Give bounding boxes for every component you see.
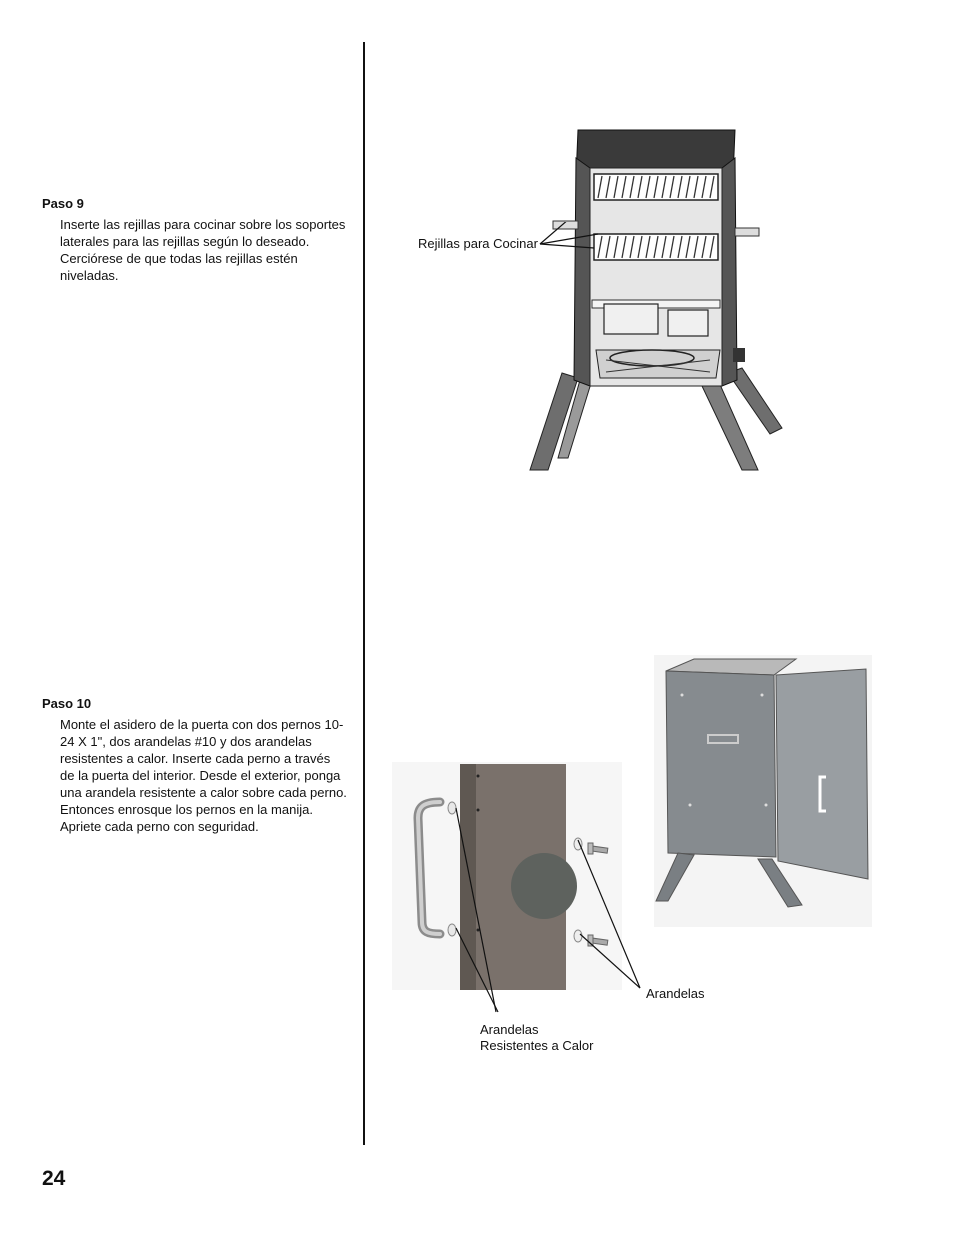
step-10-text: Monte el asidero de la puerta con dos pernos 10-24 X 1", dos arandelas #10 y dos arandelas resistentes a calor. Inserte cada perno a través de la puerta del interior. Desde el exterior, ponga una arandela resistente a calor sobre cada perno. Entonces enrosque los pernos en la manija. Apriete cada perno con seguridad.	[60, 717, 347, 834]
callout-washers: Arandelas	[646, 986, 705, 1001]
step-10	[42, 696, 347, 835]
callout-heat-washers-line2: Resistentes a Calor	[480, 1038, 594, 1053]
step-9	[42, 196, 347, 284]
callout-racks-leader-lines	[536, 222, 616, 262]
step-9-text: Inserte las rejillas para cocinar sobre los soportes laterales para las rejillas según lo deseado. Cerciórese de que todas las rejillas estén niveladas.	[60, 217, 346, 283]
smoker-racks-illustration	[520, 128, 785, 478]
callout-leader-lines	[440, 800, 690, 1060]
callout-cooking-racks: Rejillas para Cocinar	[418, 236, 538, 251]
step-10-title: Paso 10	[42, 696, 92, 711]
callout-heat-washers-line1: Arandelas	[480, 1022, 539, 1037]
step-9-title: Paso 9	[42, 196, 84, 211]
page-number: 24	[42, 1167, 66, 1190]
column-divider	[363, 42, 365, 1145]
